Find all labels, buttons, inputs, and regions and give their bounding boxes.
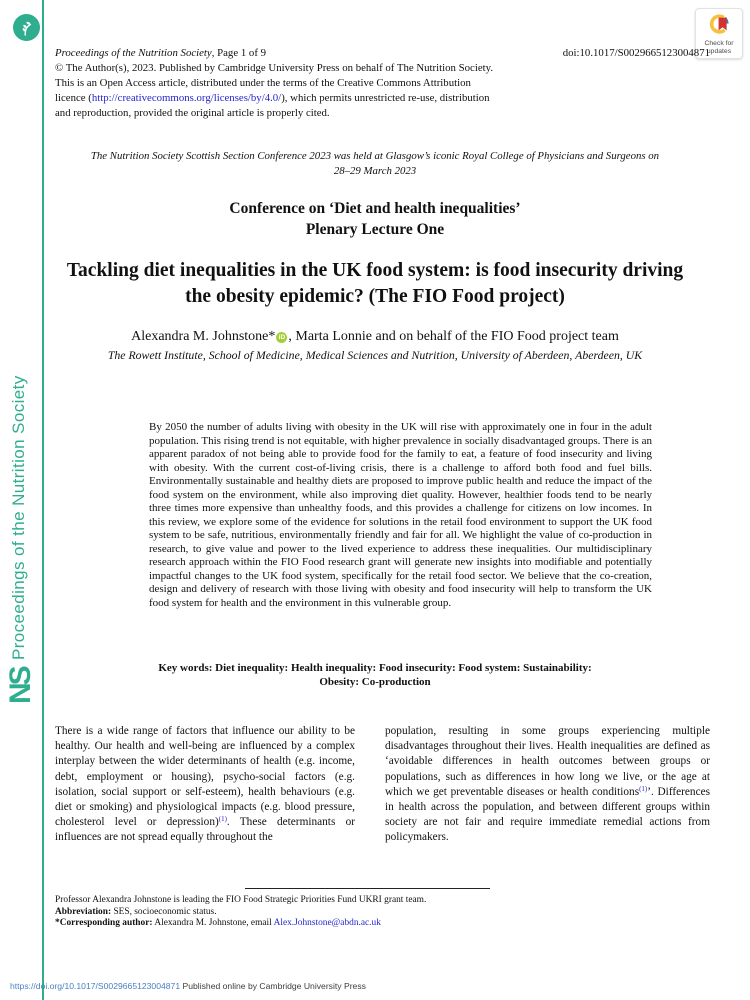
footnote-abbreviation [55,907,685,919]
page-number: , Page 1 of 9 [211,47,267,59]
corresponding-author-label: *Corresponding author: [55,918,153,929]
vertical-divider [42,0,44,1000]
conference-note-line-2: 28–29 March 2023 [333,164,417,177]
check-for-updates-label-1: Check for [704,40,734,47]
licence-pre: licence ( [55,92,92,104]
nutrition-society-leaf-icon [13,14,40,41]
author-email-link[interactable]: Alex.Johnstone@abdn.ac.uk [273,918,381,929]
reference-1-link[interactable]: (1) [218,815,227,824]
creative-commons-link[interactable]: http://creativecommons.org/licenses/by/4.0/ [91,92,282,104]
sidebar-journal-title: Proceedings of the Nutrition Society [9,375,28,660]
conference-heading-line-2: Plenary Lecture One [305,221,445,238]
check-for-updates-label-2: updates [706,47,732,55]
body-left-text-2: . These determinants or influences are not spread equally throughout the [55,816,355,844]
body-right-text-2: ’. Differences in health across the population, and between different groups within society are not fair and require immediate remedial actions from policymakers. [385,785,711,844]
copyright-line-2: This is an Open Access article, distributed under the terms of the Creative Commons Attribution [55,77,471,89]
copyright-line-4: and reproduction, provided the original article is properly cited. [55,107,330,119]
article-title: Tackling diet inequalities in the UK food system: is food insecurity driving the obesity epidemic? (The FIO Food project) [66,260,684,307]
body-left-text: There is a wide range of factors that influence our ability to be healthy. Our health and well-being are influenced by a complex interplay between the wider determinants of health (e.g. income, debt, employment or housing), psycho-social factors (e.g. isolation, social support or self-esteem), health behaviours (e.g. diet or smoking) and physiological impacts (e.g. blood pressure, cholesterol level or depression) [55,725,355,829]
journal-name: Proceedings of the Nutrition Society [55,47,212,59]
footnote-divider [245,888,490,889]
abstract: By 2050 the number of adults living with obesity in the UK will rise with approximately one in four in the adult population. This rising trend is not equitable, with higher prevalence in socially disadvantaged groups. There is an apparent paradox of not being able to provide food for the family to eat, a feature of food insecurity and living with obesity. With the current cost-of-living crisis, there is a challenge to afford both food and fuel bills. Environmentally sustainable and healthy diets are proposed to improve public health and reduce the impact of the food system on the environment, while also improving diet quality. However, healthier foods tend to be nearly three times more expensive than unhealthy foods, and this provides a challenge for citizens on low incomes. In this review, we explore some of the evidence for solutions in the retail food environment to support the UK food system to be safe, nutritious, environmentally friendly and fair for all. We highlight the value of co-production in research, to give value and power to the lived experience to address these inequalities. Our multidisciplinary research approach within the FIO Food research grant will generate new insights into modifiable and potentially impactful changes to the UK food system, specifically for the retail food sector. We believe that the co-creation, design and delivery of research with those living with obesity and food insecurity will help to transform the UK food system for health and the environment in this vulnerable group. [149,421,652,609]
footer-published-text: Published online by Cambridge University Press [180,981,366,991]
conference-heading-line-1: Conference on ‘Diet and health inequalities’ [229,200,521,217]
keywords [95,661,655,689]
conference-note [55,149,695,178]
footer-doi-link[interactable]: https://doi.org/10.1017/S0029665123004871 [10,981,181,991]
footnotes [55,895,685,930]
body-column-right [385,724,710,846]
authors-line [55,329,695,345]
abbreviation-label: Abbreviation: [55,906,112,917]
header-block [55,46,710,121]
licence-post: ), which permits unrestricted re-use, distribution [281,92,490,104]
authors-rest: , Marta Lonnie and on behalf of the FIO Food project team [288,329,619,344]
nutrition-society-ns-logo: NS [4,668,37,704]
body-column-left [55,724,355,846]
reference-1-link-2[interactable]: (1) [639,784,648,793]
body-right-text: population, resulting in some groups experiencing multiple disadvantages throughout their lives. Health inequalities are defined as ‘avoidable differences in health outcomes between groups or populations, such as differences in how long we live, or the age at which we get preventable diseases or health conditions [385,725,710,798]
doi-text: doi:10.1017/S0029665123004871 [562,47,710,59]
conference-note-line-1: The Nutrition Society Scottish Section Conference 2023 was held at Glasgow’s iconic Royal College of Physicians and Surgeons on [90,150,660,162]
keywords-line-2: Obesity: Co-production [319,676,431,688]
copyright-line-1: © The Author(s), 2023. Published by Cambridge University Press on behalf of The Nutrition Society. [55,62,494,74]
journal-page-info [55,46,266,61]
affiliation: The Rowett Institute, School of Medicine, Medical Sciences and Nutrition, University of Aberdeen, Aberdeen, UK [107,348,643,362]
crossmark-icon [708,13,730,35]
corresponding-author-text: Alexandra M. Johnstone, email [152,918,274,929]
orcid-icon[interactable]: iD [276,332,287,343]
footnote-corresponding [55,918,685,930]
abbreviation-text: SES, socioeconomic status. [111,906,217,917]
page-footer [10,981,710,991]
footnote-grant: Professor Alexandra Johnstone is leading the FIO Food Strategic Priorities Fund UKRI grant team. [55,895,427,905]
author-primary: Alexandra M. Johnstone* [131,329,276,344]
keywords-line-1: Key words: Diet inequality: Health inequality: Food insecurity: Food system: Sustainability: [158,662,592,674]
copyright-line-3 [55,91,710,106]
conference-heading [55,198,695,240]
